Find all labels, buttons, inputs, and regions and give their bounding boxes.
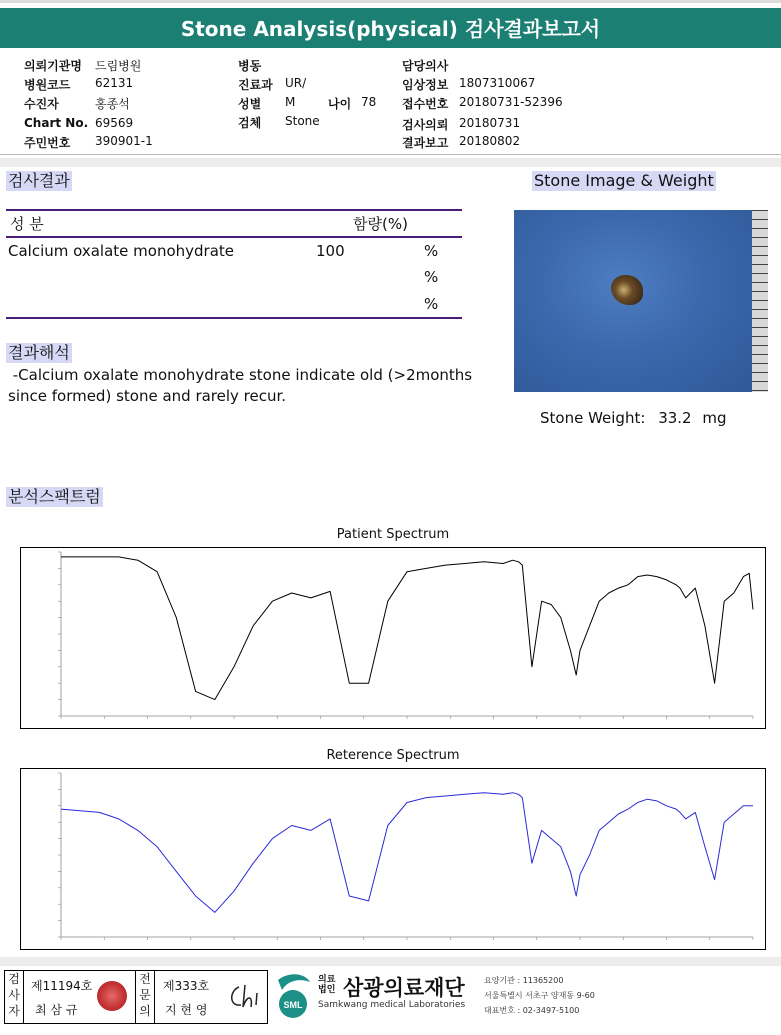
info-strip	[0, 158, 781, 167]
row3-unit: %	[424, 295, 439, 313]
org-phone: 대표번호 : 02-3497-5100	[484, 1006, 580, 1015]
chart-no-label: Chart No.	[24, 116, 89, 130]
row1-value: 100	[316, 242, 345, 260]
inspector-vertical-label: 검사자	[5, 971, 24, 1023]
org-prefix-top: 의료	[318, 975, 336, 985]
org-prefix-bottom: 법인	[318, 985, 336, 995]
clinical-value: 1807310067	[459, 76, 536, 90]
ruler-scale	[752, 210, 768, 392]
specialist-signature	[227, 981, 263, 1013]
inspector-name: 최 삼 규	[35, 1003, 78, 1017]
spectrum-line	[61, 557, 753, 700]
receiver-value: 홍종석	[95, 97, 130, 111]
requested-value: 20180731	[459, 116, 521, 130]
weight-label: Stone Weight:	[540, 409, 646, 427]
sex-label: 성별	[238, 97, 262, 111]
sml-logo	[274, 972, 312, 1020]
reference-spectrum-title: Reterence Spectrum	[326, 748, 460, 763]
spectrum-section-title: 분석스팩트럼	[8, 487, 101, 506]
chart-no-value: 69569	[95, 116, 134, 130]
content-header: 함량(%)	[353, 215, 408, 233]
report-title: Stone Analysis(physical) 검사결과보고서	[0, 8, 781, 48]
requested-label: 검사의뢰	[402, 118, 449, 132]
inspector-license: 제11194호	[31, 979, 93, 993]
weight-unit: mg	[702, 409, 727, 427]
specimen-value: Stone	[285, 114, 320, 128]
spectrum-line	[61, 793, 753, 913]
stone-weight	[540, 409, 727, 427]
axis-frame	[61, 552, 753, 716]
doctor-label: 담당의사	[402, 59, 449, 73]
dept-value: UR/	[285, 76, 307, 90]
accession-label: 접수번호	[402, 97, 449, 111]
clinical-label: 임상정보	[402, 78, 449, 92]
reference-spectrum-svg	[21, 769, 765, 949]
component-header: 성 분	[10, 215, 44, 233]
table-bottom-line	[6, 317, 462, 319]
info-divider	[0, 154, 781, 155]
age-label: 나이	[328, 97, 352, 111]
reported-value: 20180802	[459, 134, 521, 148]
row1-component: Calcium oxalate monohydrate	[8, 242, 235, 260]
signature-box	[4, 970, 268, 1024]
sml-logo-text: SML	[283, 1000, 303, 1010]
org-prefix	[318, 975, 335, 995]
receiver-label: 수진자	[24, 97, 59, 111]
resident-label: 주민번호	[24, 136, 71, 150]
org-address: 서울특별시 서초구 양재동 9-60	[484, 991, 595, 1000]
interpretation-line2: since formed) stone and rarely recur.	[8, 387, 287, 405]
weight-value: 33.2	[658, 409, 692, 427]
patient-spectrum-chart	[20, 547, 766, 729]
stone-section-title: Stone Image & Weight	[534, 171, 714, 190]
dept-label: 진료과	[238, 78, 273, 92]
axis-frame	[61, 773, 753, 937]
specialist-license: 제333호	[163, 979, 210, 993]
reference-spectrum-chart	[20, 768, 766, 950]
table-header-line	[6, 236, 462, 238]
official-seal	[97, 981, 127, 1011]
stone-photo	[514, 210, 768, 392]
hospital-label: 의뢰기관명	[24, 59, 82, 73]
specimen-label: 검체	[238, 116, 262, 130]
specialist-vertical-label: 전문의	[135, 971, 155, 1023]
specialist-name: 지 현 영	[165, 1003, 208, 1017]
patient-spectrum-title: Patient Spectrum	[336, 527, 450, 542]
top-border	[0, 0, 781, 3]
code-label: 병원코드	[24, 78, 71, 92]
sex-value: M	[285, 95, 296, 109]
accession-value: 20180731-52396	[459, 95, 563, 109]
ward-label: 병동	[238, 59, 262, 73]
org-code: 요양기관 : 11365200	[484, 976, 564, 985]
row1-unit: %	[424, 242, 439, 260]
reported-label: 결과보고	[402, 136, 449, 150]
row2-unit: %	[424, 268, 439, 286]
interpretation-title: 결과해석	[8, 343, 70, 362]
org-name: 삼광의료재단	[343, 976, 465, 1000]
age-value: 78	[361, 95, 377, 109]
footer-strip	[0, 957, 781, 966]
hospital-value: 드림병원	[95, 59, 142, 73]
table-top-line	[6, 209, 462, 211]
patient-spectrum-svg	[21, 548, 765, 728]
code-value: 62131	[95, 76, 134, 90]
interpretation-line1: -Calcium oxalate monohydrate stone indicate old (>2months	[8, 366, 473, 384]
resident-value: 390901-1	[95, 134, 153, 148]
results-section-title: 검사결과	[8, 171, 70, 190]
org-english: Samkwang medical Laboratories	[318, 1000, 466, 1010]
